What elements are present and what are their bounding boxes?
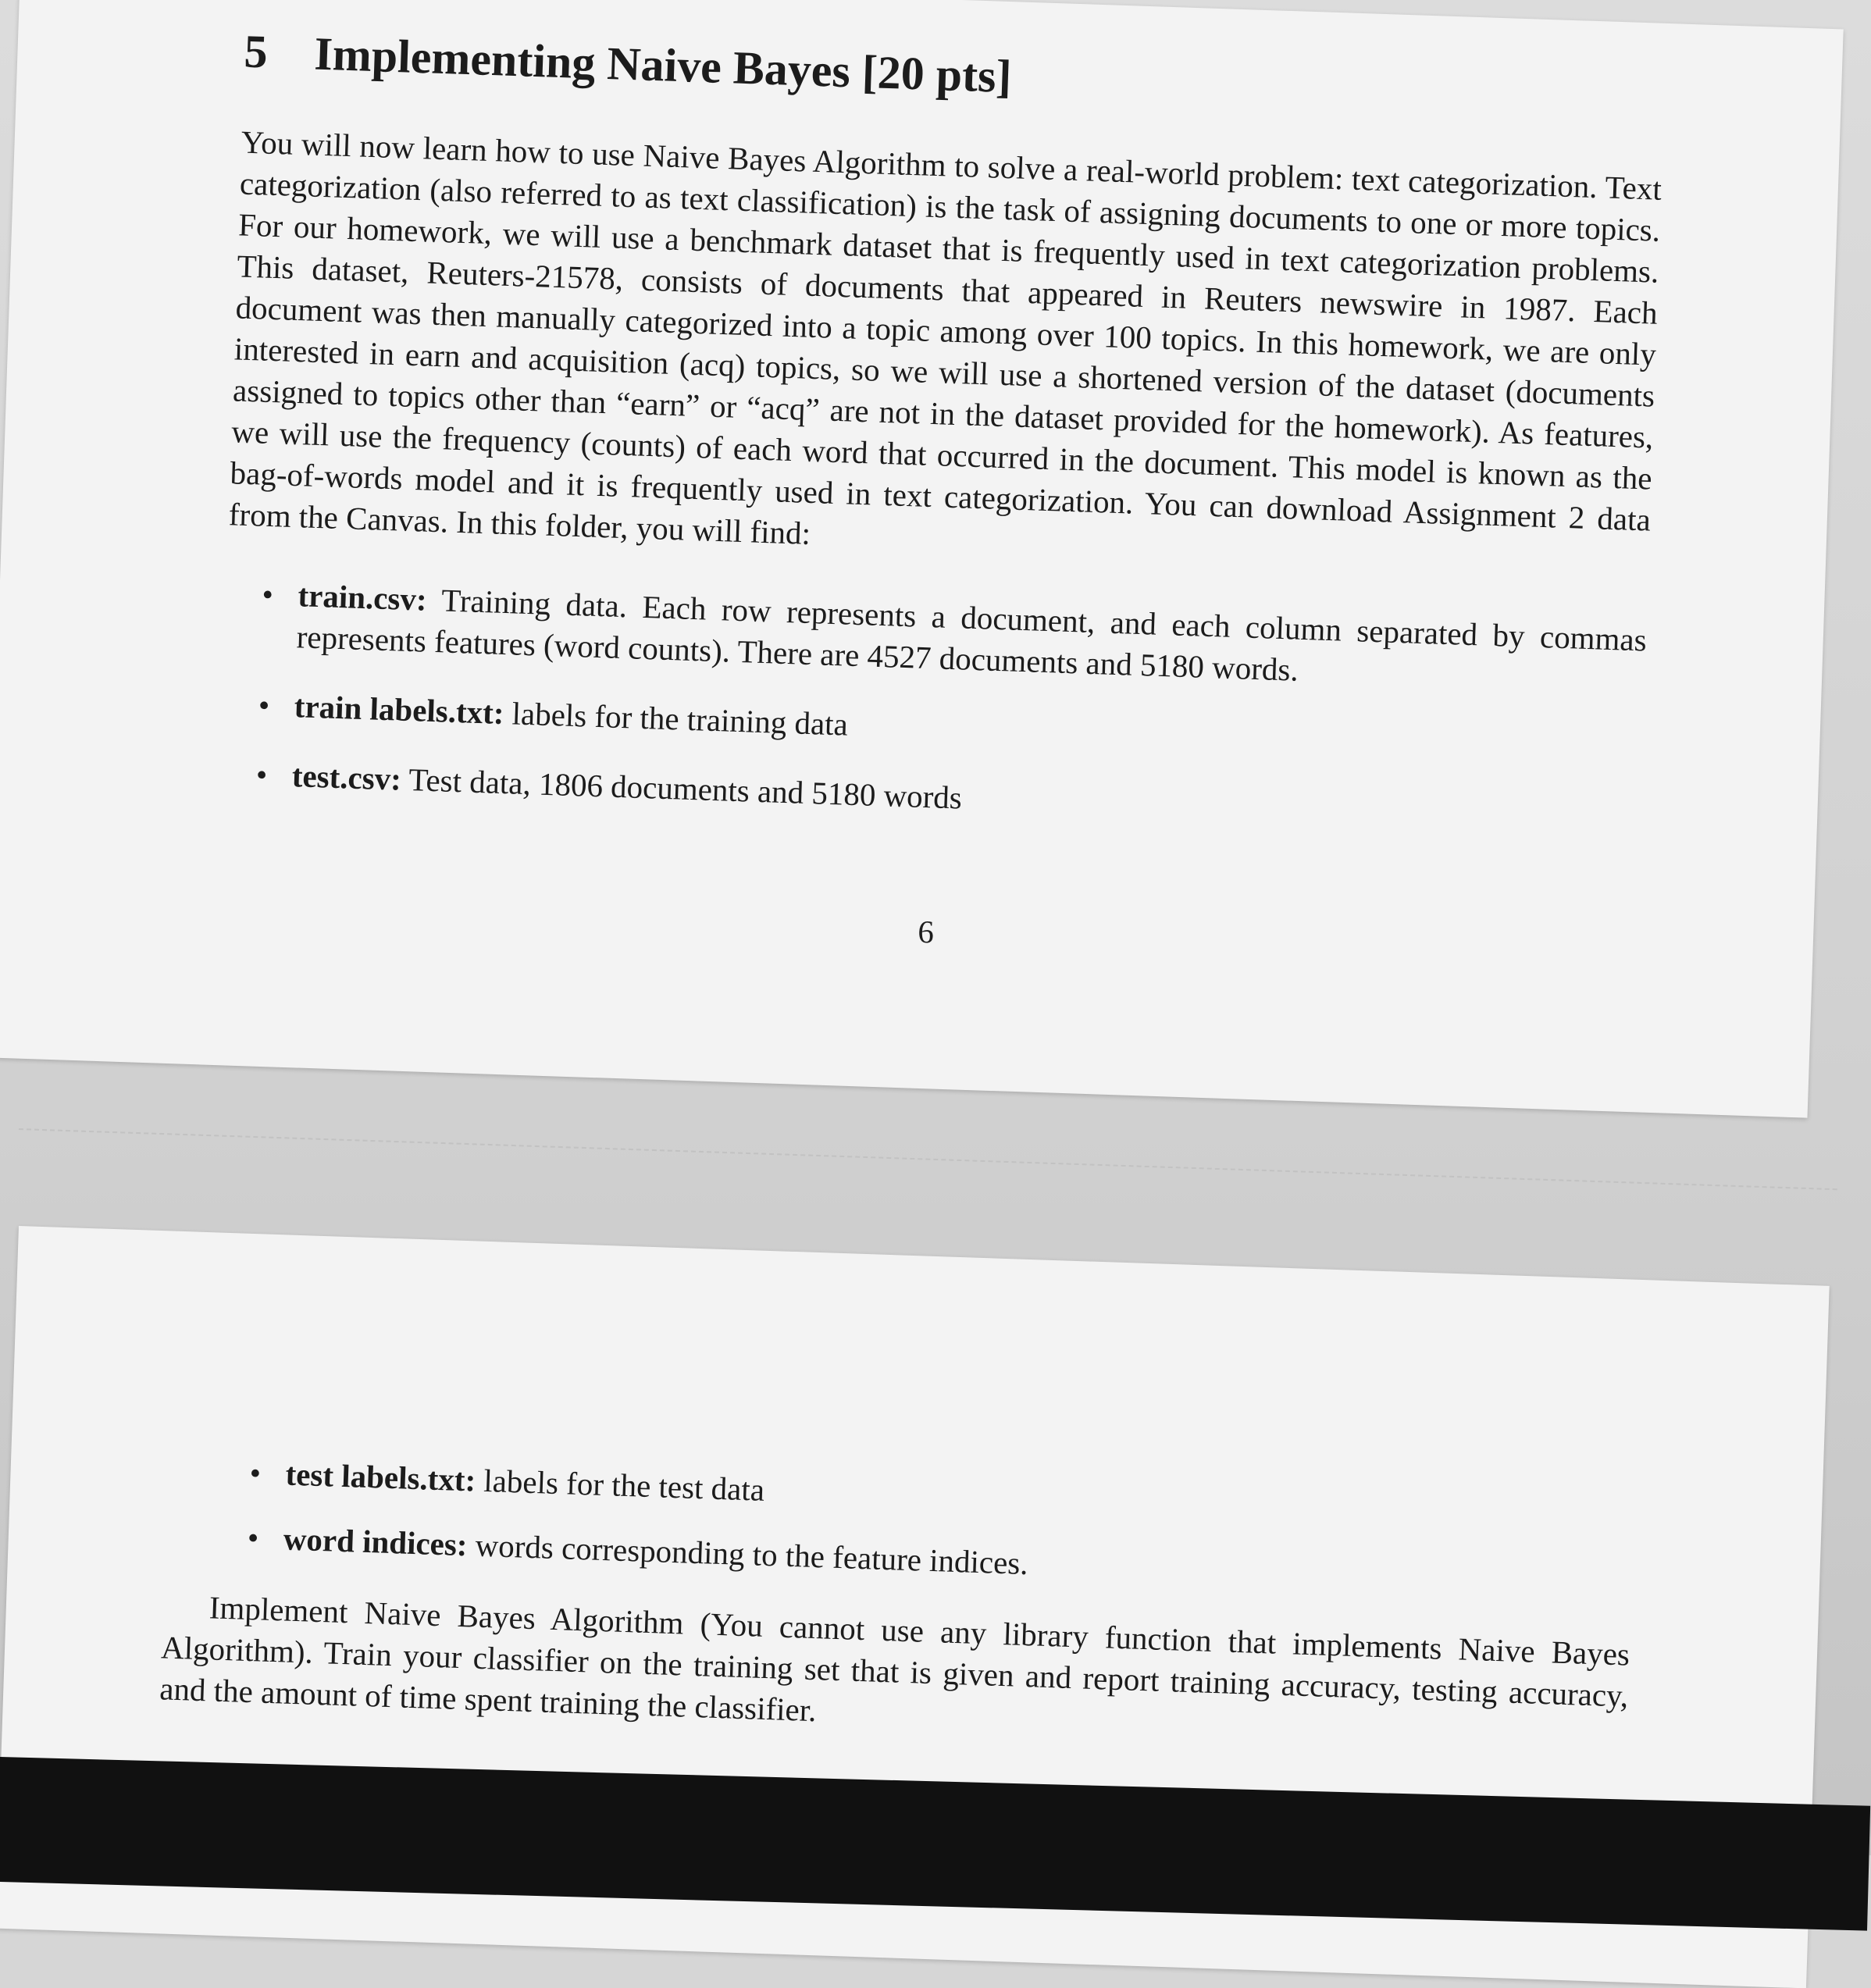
closing-paragraph: Implement Naive Bayes Algorithm (You cannot use any library function that implements Naive Bayes Algorithm). Train your classifier on the training set that is given and report training accuracy, testing accuracy, and the amount of time spent training the classifier. (159, 1589, 1630, 1729)
file-name: test labels.txt: (284, 1455, 476, 1498)
list-item (255, 755, 1641, 841)
section-title: Implementing Naive Bayes [20 pts] (313, 27, 1013, 103)
bullet-icon: • (248, 1454, 262, 1491)
file-name: train.csv: (297, 577, 428, 618)
list-item (258, 686, 1644, 771)
intro-paragraph: You will now learn how to use Naive Bayes Algorithm to solve a real-world problem: text categorization. Text categorization (also referred to as text classification) is the task of assigning documents to one or more topics. For our homework, we will use a benchmark dataset that is frequently used in text categorization problems. This dataset, Reuters-21578, consists of documents that appeared in Reuters newswire in 1987. Each document was then manually categorized into a topic among over 100 topics. In this homework, we are only interested in earn and acquisition (acq) topics, so we will use a shortened version of the dataset (documents assigned to topics other than “earn” or “acq” are not in the dataset provided for the homework). As features, we will use the frequency (counts) of each word that occurred in the document. This model is known as the bag-of-words model and it is frequently used in text categorization. You can download Assignment 2 data from the Canvas. In this folder, you will find: (228, 123, 1663, 551)
bullet-icon: • (261, 575, 274, 613)
file-name: test.csv: (291, 757, 402, 797)
page-content (212, 23, 1666, 1085)
file-description: labels for the test data (483, 1462, 765, 1508)
list-item (261, 575, 1648, 702)
bullet-icon: • (247, 1519, 260, 1556)
file-description: Test data, 1806 documents and 5180 words (408, 761, 963, 816)
section-number: 5 (243, 25, 269, 78)
file-description: labels for the training data (511, 695, 849, 743)
file-name: train labels.txt: (294, 688, 505, 732)
bullet-icon: • (258, 686, 271, 724)
bullet-icon: • (255, 756, 269, 793)
section-heading (243, 23, 1665, 126)
page-gap-divider (19, 1128, 1837, 1190)
page-number: 6 (917, 913, 935, 950)
file-description: Training data. Each row represents a document, and each column separated by commas represents features (word counts). There are 4527 documents and 5180 words. (296, 582, 1648, 688)
file-list (219, 572, 1647, 841)
file-name: word indices: (283, 1520, 469, 1563)
file-list (211, 1451, 1635, 1604)
file-description: words corresponding to the feature indices. (475, 1527, 1029, 1582)
